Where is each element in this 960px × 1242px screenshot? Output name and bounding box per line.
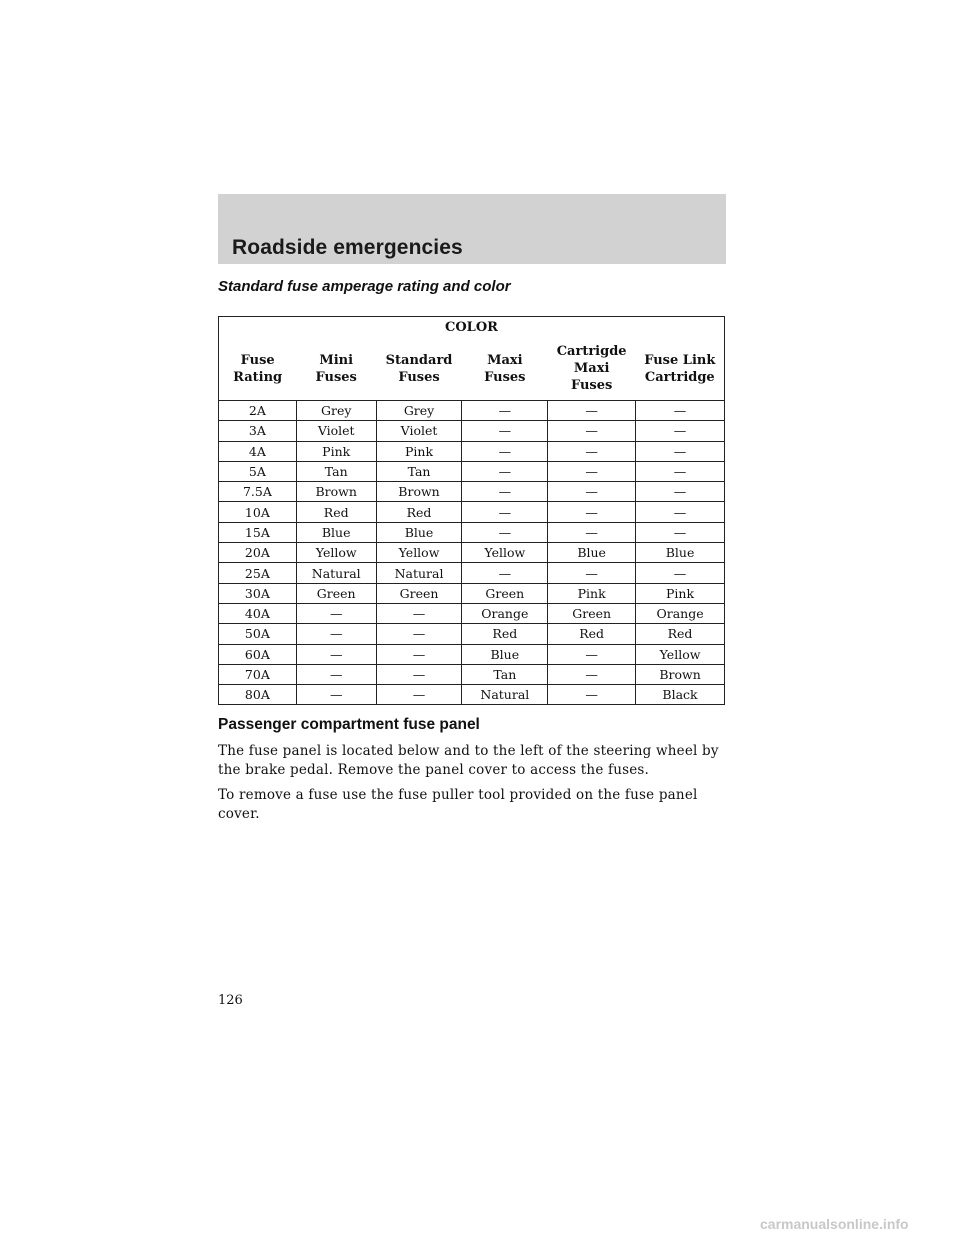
paragraph-removal: To remove a fuse use the fuse puller tool provided on the fuse panel cover. (218, 787, 698, 822)
table-row (219, 685, 725, 705)
table-cell: Grey (296, 401, 376, 421)
column-header-line: Fuse Link (644, 352, 716, 368)
watermark: carmanualsonline.info (760, 1216, 909, 1232)
table-cell: — (462, 502, 548, 522)
table-cell: 25A (219, 563, 297, 583)
table-cell: — (462, 482, 548, 502)
table-body (219, 401, 725, 705)
table-cell: Red (376, 502, 462, 522)
table-cell: 80A (219, 685, 297, 705)
column-header-line: Cartridge (644, 369, 715, 385)
table-cell: Tan (296, 461, 376, 481)
table-row (219, 644, 725, 664)
table-cell: Red (462, 624, 548, 644)
table-cell: 70A (219, 664, 297, 684)
table-group-header-row (219, 317, 725, 338)
table-row (219, 401, 725, 421)
table-cell: — (462, 421, 548, 441)
table-cell: Natural (296, 563, 376, 583)
table-cell: Blue (636, 543, 725, 563)
column-header-line: Standard (385, 352, 453, 368)
column-header (548, 337, 636, 401)
column-header-line: Rating (233, 369, 283, 385)
table-cell: Natural (462, 685, 548, 705)
table-cell: 10A (219, 502, 297, 522)
table-cell: Black (636, 685, 725, 705)
table-cell: 2A (219, 401, 297, 421)
table-cell: — (548, 502, 636, 522)
table-cell: — (636, 482, 725, 502)
table-cell: — (548, 522, 636, 542)
fuse-color-table (218, 316, 725, 705)
table-row (219, 482, 725, 502)
column-header-line: Maxi (573, 361, 610, 376)
table-row (219, 603, 725, 623)
table-cell: — (636, 401, 725, 421)
column-header (296, 337, 376, 401)
table-cell: — (548, 563, 636, 583)
fuse-rating-section-title: Standard fuse amperage rating and color (218, 278, 511, 295)
table-cell: — (296, 624, 376, 644)
table-cell: Red (636, 624, 725, 644)
page-number: 126 (218, 993, 243, 1008)
table-cell: — (636, 441, 725, 461)
table-cell: Tan (462, 664, 548, 684)
table-cell: Yellow (462, 543, 548, 563)
column-header-line: Fuses (484, 369, 526, 385)
table-row (219, 421, 725, 441)
table-cell: — (462, 522, 548, 542)
column-header (636, 337, 725, 401)
table-cell: — (548, 421, 636, 441)
column-header (376, 337, 462, 401)
table-cell: Green (296, 583, 376, 603)
table-cell: — (376, 685, 462, 705)
table-cell: 40A (219, 603, 297, 623)
table-row (219, 664, 725, 684)
table-cell: Blue (462, 644, 548, 664)
table-cell: — (548, 685, 636, 705)
table-cell: Yellow (296, 543, 376, 563)
column-header (462, 337, 548, 401)
table-cell: — (376, 664, 462, 684)
table-cell: Violet (376, 421, 462, 441)
table-cell: Blue (376, 522, 462, 542)
table-cell: Green (462, 583, 548, 603)
column-header-line: Fuses (570, 378, 613, 393)
table-cell: 30A (219, 583, 297, 603)
table-cell: Green (548, 603, 636, 623)
table-row (219, 522, 725, 542)
table-cell: Violet (296, 421, 376, 441)
table-cell: — (376, 603, 462, 623)
table-cell: Brown (636, 664, 725, 684)
table-cell: — (548, 482, 636, 502)
table-cell: Red (548, 624, 636, 644)
table-cell: Red (296, 502, 376, 522)
table-cell: Brown (296, 482, 376, 502)
table-cell: Pink (376, 441, 462, 461)
table-row (219, 624, 725, 644)
table-cell: Pink (548, 583, 636, 603)
passenger-fuse-panel-title: Passenger compartment fuse panel (218, 716, 480, 733)
column-header-line: Mini (319, 352, 354, 368)
table-cell: Blue (296, 522, 376, 542)
column-header (219, 337, 297, 401)
table-cell: — (462, 563, 548, 583)
table-cell: — (548, 644, 636, 664)
table-row (219, 583, 725, 603)
table-row (219, 441, 725, 461)
table-cell: 60A (219, 644, 297, 664)
table-cell: 20A (219, 543, 297, 563)
paragraph-location: The fuse panel is located below and to the left of the steering wheel by the brake pedal. Remove the panel cover to access the fuses. (218, 743, 719, 778)
table-cell: — (462, 461, 548, 481)
table-cell: — (296, 685, 376, 705)
table-cell: — (376, 624, 462, 644)
column-header-line: Fuses (315, 369, 357, 385)
table-cell: Grey (376, 401, 462, 421)
table-row (219, 461, 725, 481)
table-cell: — (296, 644, 376, 664)
column-header-line: Cartrigde (556, 344, 627, 359)
table-row (219, 502, 725, 522)
section-header-band (218, 194, 726, 264)
table-cell: Tan (376, 461, 462, 481)
table-cell: — (636, 522, 725, 542)
table-cell: — (462, 441, 548, 461)
table-cell: Orange (636, 603, 725, 623)
table-cell: Brown (376, 482, 462, 502)
table-cell: — (296, 664, 376, 684)
table-cell: 50A (219, 624, 297, 644)
table-cell: Orange (462, 603, 548, 623)
table-cell: — (548, 664, 636, 684)
table-cell: Blue (548, 543, 636, 563)
table-row (219, 563, 725, 583)
table-cell: Green (376, 583, 462, 603)
table-cell: — (548, 401, 636, 421)
table-cell: 15A (219, 522, 297, 542)
table-row (219, 543, 725, 563)
column-header-line: Maxi (487, 352, 523, 368)
table-cell: — (462, 401, 548, 421)
table-cell: Pink (636, 583, 725, 603)
table-cell: — (636, 563, 725, 583)
column-header-line: Fuse (240, 352, 275, 368)
table-cell: — (636, 461, 725, 481)
table-cell: — (548, 441, 636, 461)
table-cell: — (548, 461, 636, 481)
table-cell: 3A (219, 421, 297, 441)
table-column-header-row (219, 337, 725, 401)
table-cell: Pink (296, 441, 376, 461)
color-group-header: COLOR (219, 317, 725, 338)
table-cell: Yellow (376, 543, 462, 563)
table-cell: 5A (219, 461, 297, 481)
table-cell: — (376, 644, 462, 664)
table-cell: 7.5A (219, 482, 297, 502)
table-cell: — (636, 502, 725, 522)
table-cell: Natural (376, 563, 462, 583)
chapter-title: Roadside emergencies (232, 236, 463, 259)
column-header-line: Fuses (398, 369, 440, 385)
table-cell: 4A (219, 441, 297, 461)
table-cell: — (636, 421, 725, 441)
table-cell: Yellow (636, 644, 725, 664)
table-cell: — (296, 603, 376, 623)
